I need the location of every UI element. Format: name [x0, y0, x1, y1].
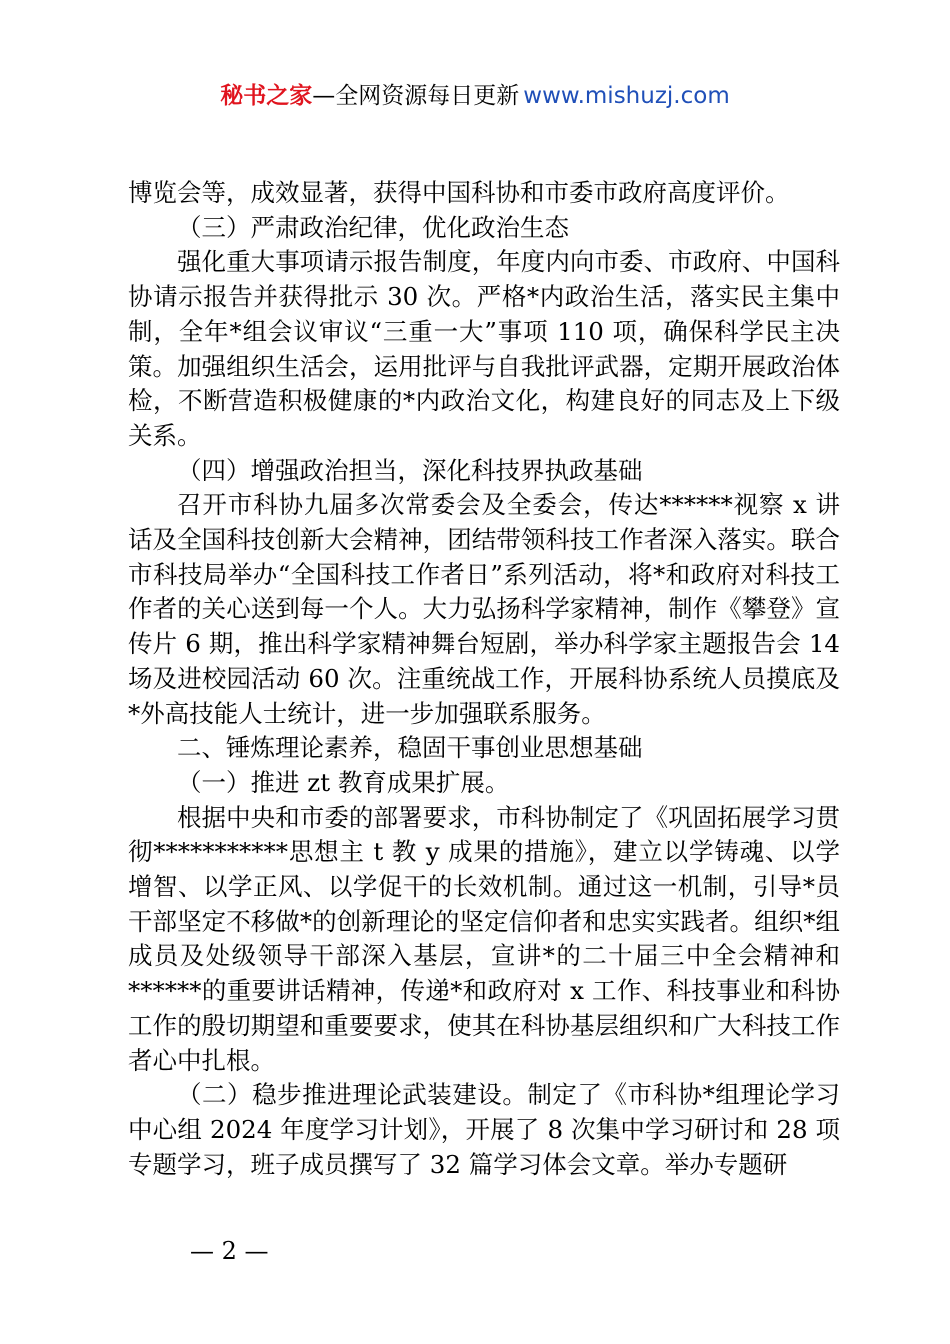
section-heading: （三）严肃政治纪律，优化政治生态: [177, 212, 569, 242]
site-header: [0, 80, 950, 112]
site-url-link[interactable]: www.mishuzj.com: [523, 83, 730, 109]
paragraph: 博览会等，成效显著，获得中国科协和市委市政府高度评价。: [128, 178, 790, 207]
section-heading: （一）推进 zt 教育成果扩展。: [177, 767, 510, 797]
header-tagline: 全网资源每日更新: [335, 83, 520, 109]
document-body: [128, 176, 840, 1182]
section-heading: （四）增强政治担当，深化科技界执政基础: [177, 455, 643, 485]
paragraph: （二）稳步推进理论武装建设。制定了《市科协*组理论学习中心组 2024 年度学习计划》，开展了 8 次集中学习研讨和 28 项专题学习，班子成员撰写了 32 篇学习体会文章。举办专题研: [128, 1080, 840, 1179]
page-number: — 2 —: [190, 1237, 269, 1265]
paragraph: 强化重大事项请示报告制度，年度内向市委、市政府、中国科协请示报告并获得批示 30 次。严格*内政治生活，落实民主集中制，全年*组会议审议“三重一大”事项 110 项，确保科学民主决策。加强组织生活会，运用批评与自我批评武器，定期开展政治体检，不断营造积极健康的*内政治文化，构建良好的同志及上下级关系。: [128, 247, 840, 450]
chapter-heading: 二、锤炼理论素养，稳固干事创业思想基础: [177, 733, 643, 763]
paragraph: 根据中央和市委的部署要求，市科协制定了《巩固拓展学习贯彻***********思想主 t 教 y 成果的措施》，建立以学铸魂、以学增智、以学正风、以学促干的长效机制。通过这一机制，引导*员干部坚定不移做*的创新理论的坚定信仰者和忠实实践者。组织*组成员及处级领导干部深入基层，宣讲*的二十届三中全会精神和******的重要讲话精神，传递*和政府对 x 工作、科技事业和科协工作的殷切期望和重要要求，使其在科协基层组织和广大科技工作者心中扎根。: [128, 802, 840, 1075]
brand-name: 秘书之家: [220, 83, 313, 109]
header-dash: —: [312, 83, 336, 109]
paragraph: 召开市科协九届多次常委会及全委会，传达******视察 x 讲话及全国科技创新大会精神，团结带领科技工作者深入落实。联合市科技局举办“全国科技工作者日”系列活动，将*和政府对科技工作者的关心送到每一个人。大力弘扬科学家精神，制作《攀登》宣传片 6 期，推出科学家精神舞台短剧，举办科学家主题报告会 14 场及进校园活动 60 次。注重统战工作，开展科协系统人员摸底及*外高技能人士统计，进一步加强联系服务。: [128, 490, 840, 728]
